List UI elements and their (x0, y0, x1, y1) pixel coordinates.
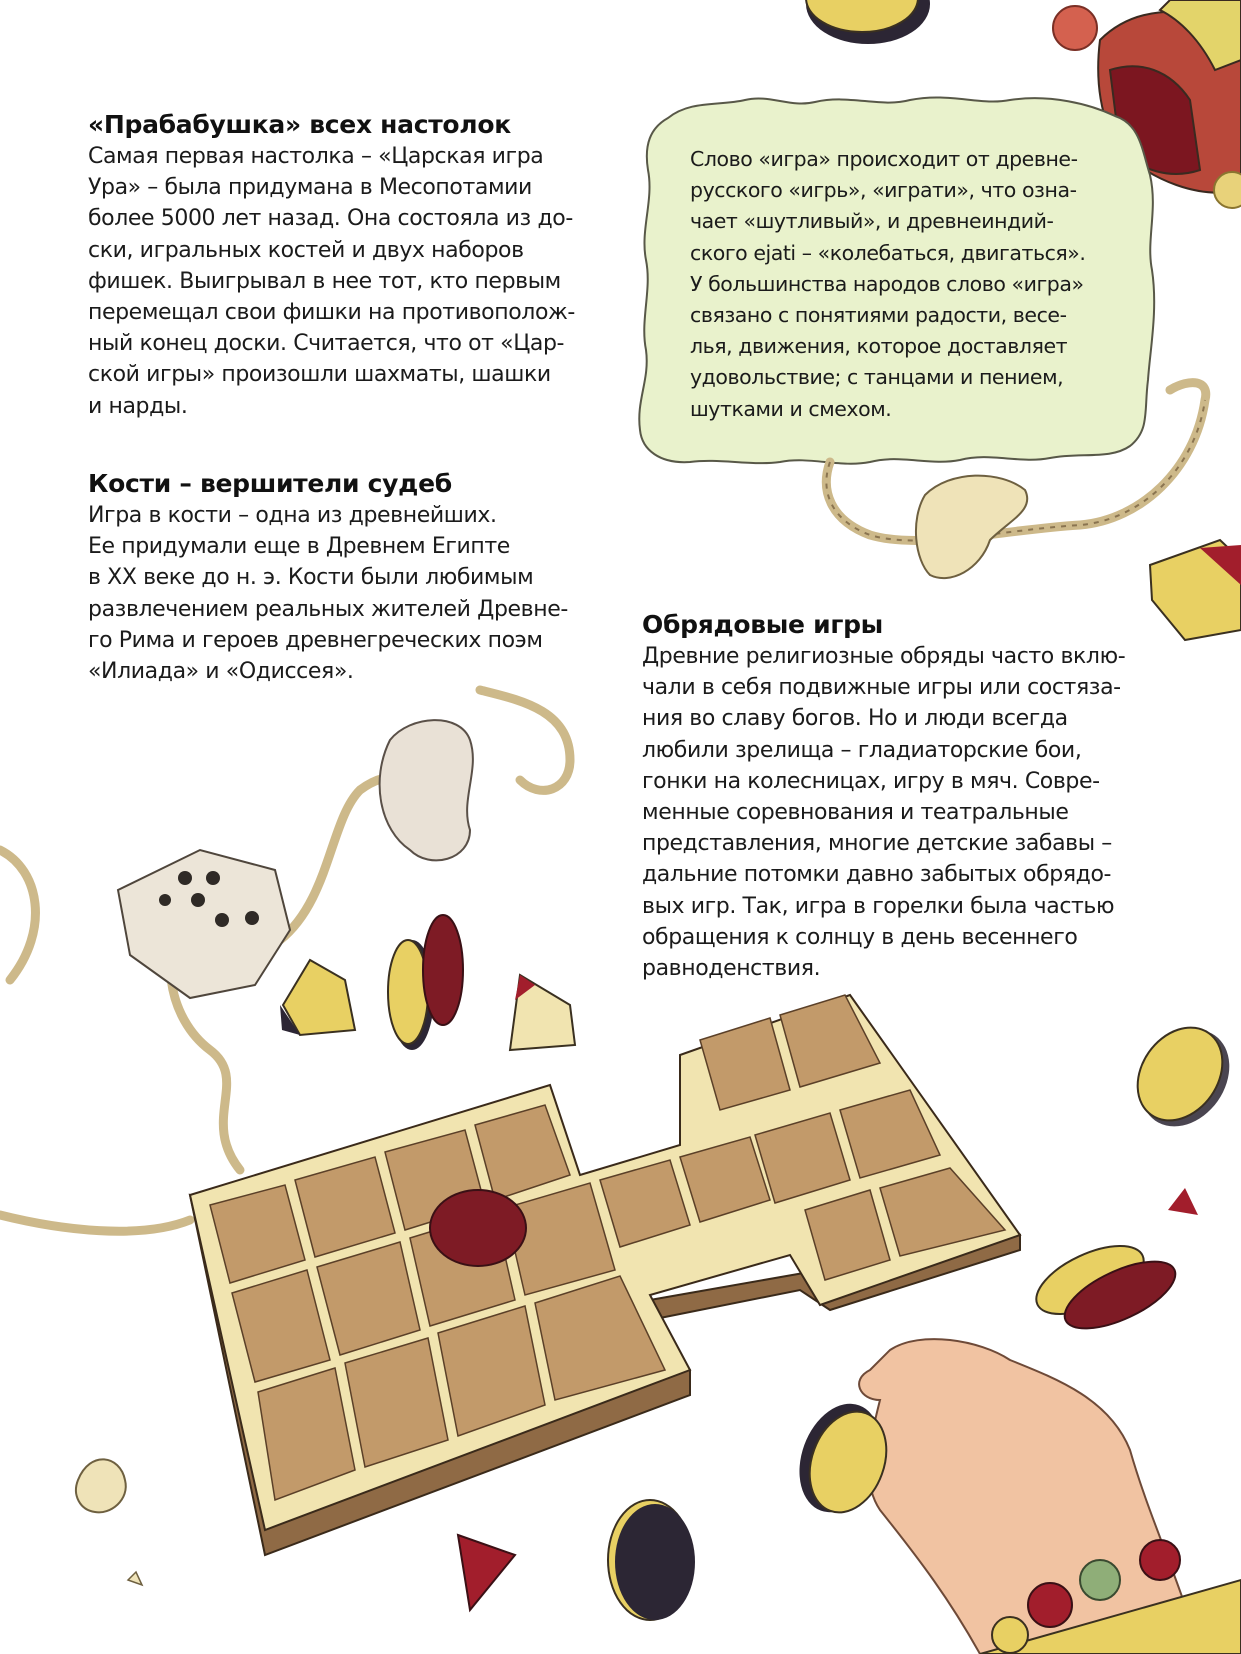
section-title: Обрядовые игры (642, 610, 883, 639)
section-body: Игра в кости – одна из древнейших. Ее придумали еще в Древнем Египте в XX веке до н. э. Кости были любимым развлечением реальных жителей Древне- го Рима и героев древнегреческих поэм «Илиада» и «Одиссея». (88, 503, 568, 685)
word-origin-note (690, 144, 1130, 425)
section-dice (88, 468, 608, 687)
top-chip-icon (806, 0, 930, 44)
section-body: Древние религиозные обряды часто вклю- чали в себя подвижные игры или состяза- ния во славу богов. Но и люди всегда любили зрелища – гладиаторские бои, гонки на колесницах, игру в мяч. Совре- менные соревнования и театральные представления, многие детские забавы – дальние потомки давно забытых обрядо- вых игр. Так, игра в горелки была частью обращения к солнцу в день весеннего равноденствия. (642, 644, 1126, 982)
small-red-die-icon (1168, 1188, 1198, 1215)
stacked-chips-icon (1026, 1232, 1184, 1342)
section-title: «Прабабушка» всех настолок (88, 110, 511, 139)
game-pieces-icon (280, 915, 575, 1050)
section-title: Кости – вершители судеб (88, 469, 452, 498)
hand-icon (785, 1339, 1241, 1654)
section-body: Самая первая настолка – «Царская игра Ура» – была придумана в Месопотамии более 5000 лет назад. Она состояла из до- ски, игральных костей и двух наборов фишек. Выигрывал в нее тот, кто первым перемещал свои фишки на противополож- ный конец доски. Считается, что от «Цар- ской игры» произошли шахматы, шашки и нарды. (88, 144, 575, 419)
yellow-die-icon (1150, 540, 1241, 640)
right-chip-icon (1120, 1011, 1241, 1143)
note-text: Слово «игра» происходит от древне- русского «игрь», «играти», что озна- чает «шутливый», и древнеиндий- ского ejati – «колебаться, двигаться». У большинства народов слово «игра» связано с понятиями радости, весе- лья, движения, которое доставляет удовольствие; с танцами и пением, шутками и смехом. (690, 147, 1086, 421)
section-ritual-games (642, 609, 1162, 984)
section-great-grandmother (88, 109, 608, 422)
stone-die-icon (118, 850, 290, 998)
